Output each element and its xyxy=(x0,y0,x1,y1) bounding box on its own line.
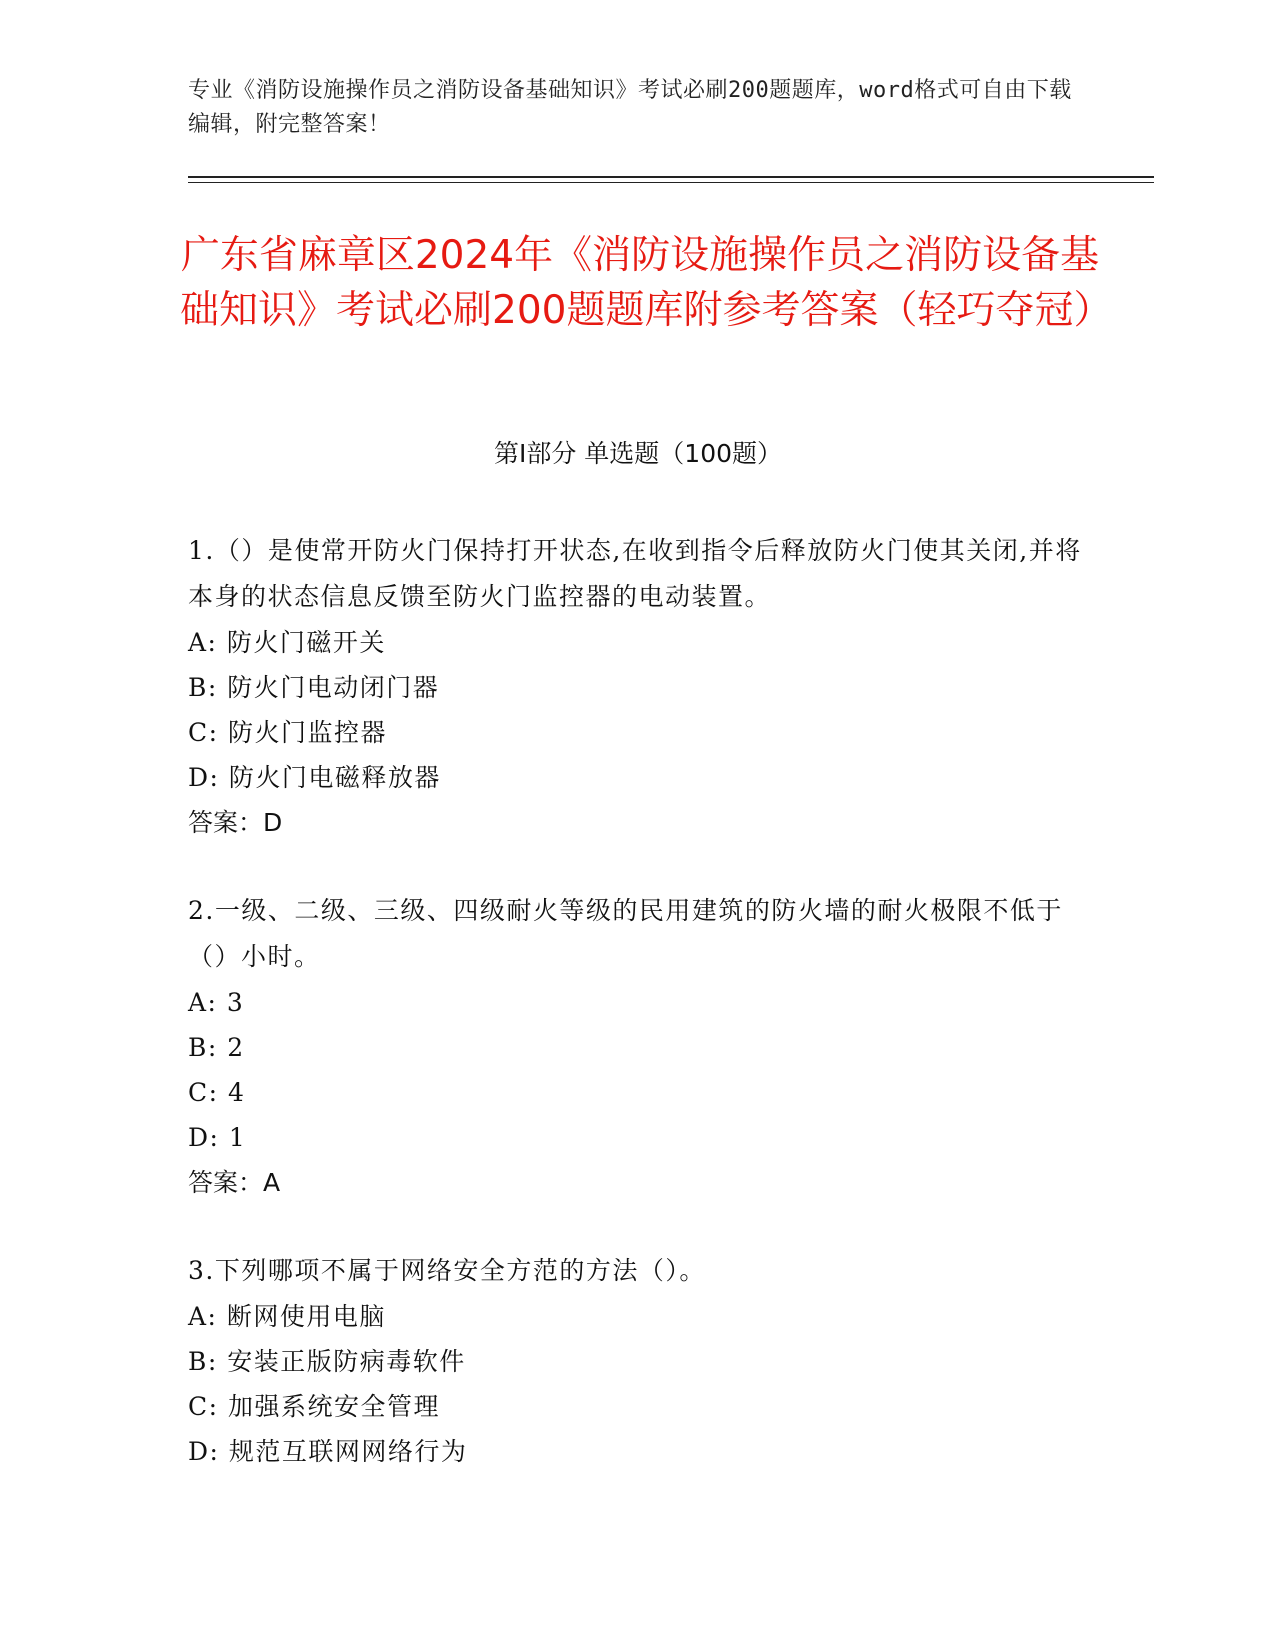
document-title: 广东省麻章区2024年《消防设施操作员之消防设备基础知识》考试必刷200题题库附参考答案（轻巧夺冠） xyxy=(180,233,1113,333)
option-c: C: 防火门监控器 xyxy=(188,718,387,747)
option-a: A: 3 xyxy=(188,988,245,1017)
option-d: D: 规范互联网网络行为 xyxy=(188,1437,468,1466)
question-2 xyxy=(188,888,1088,1206)
question-3 xyxy=(188,1248,1088,1474)
option-b: B: 防火门电动闭门器 xyxy=(188,673,440,702)
question-1 xyxy=(188,528,1088,846)
option-a: A: 防火门磁开关 xyxy=(188,628,386,657)
answer: 答案：A xyxy=(188,1168,281,1197)
question-stem: 1.（）是使常开防火门保持打开状态,在收到指令后释放防火门使其关闭,并将本身的状态信息反馈至防火门监控器的电动装置。 xyxy=(188,536,1082,611)
question-stem: 2.一级、二级、三级、四级耐火等级的民用建筑的防火墙的耐火极限不低于（）小时。 xyxy=(188,896,1063,971)
option-b: B: 2 xyxy=(188,1033,245,1062)
option-c: C: 加强系统安全管理 xyxy=(188,1392,440,1421)
option-c: C: 4 xyxy=(188,1078,246,1107)
question-stem: 3.下列哪项不属于网络安全方范的方法（）。 xyxy=(188,1256,706,1285)
header-note: 专业《消防设施操作员之消防设备基础知识》考试必刷200题题库，word格式可自由下载编辑，附完整答案！ xyxy=(188,78,1072,137)
header-divider-thick xyxy=(188,176,1154,178)
option-b: B: 安装正版防病毒软件 xyxy=(188,1347,466,1376)
option-d: D: 1 xyxy=(188,1123,247,1152)
section-heading: 第Ⅰ部分 单选题（100题） xyxy=(493,439,783,468)
header-divider-thin xyxy=(188,182,1154,183)
option-d: D: 防火门电磁释放器 xyxy=(188,763,441,792)
answer: 答案：D xyxy=(188,808,283,837)
question-list xyxy=(188,528,1088,1516)
option-a: A: 断网使用电脑 xyxy=(188,1302,386,1331)
